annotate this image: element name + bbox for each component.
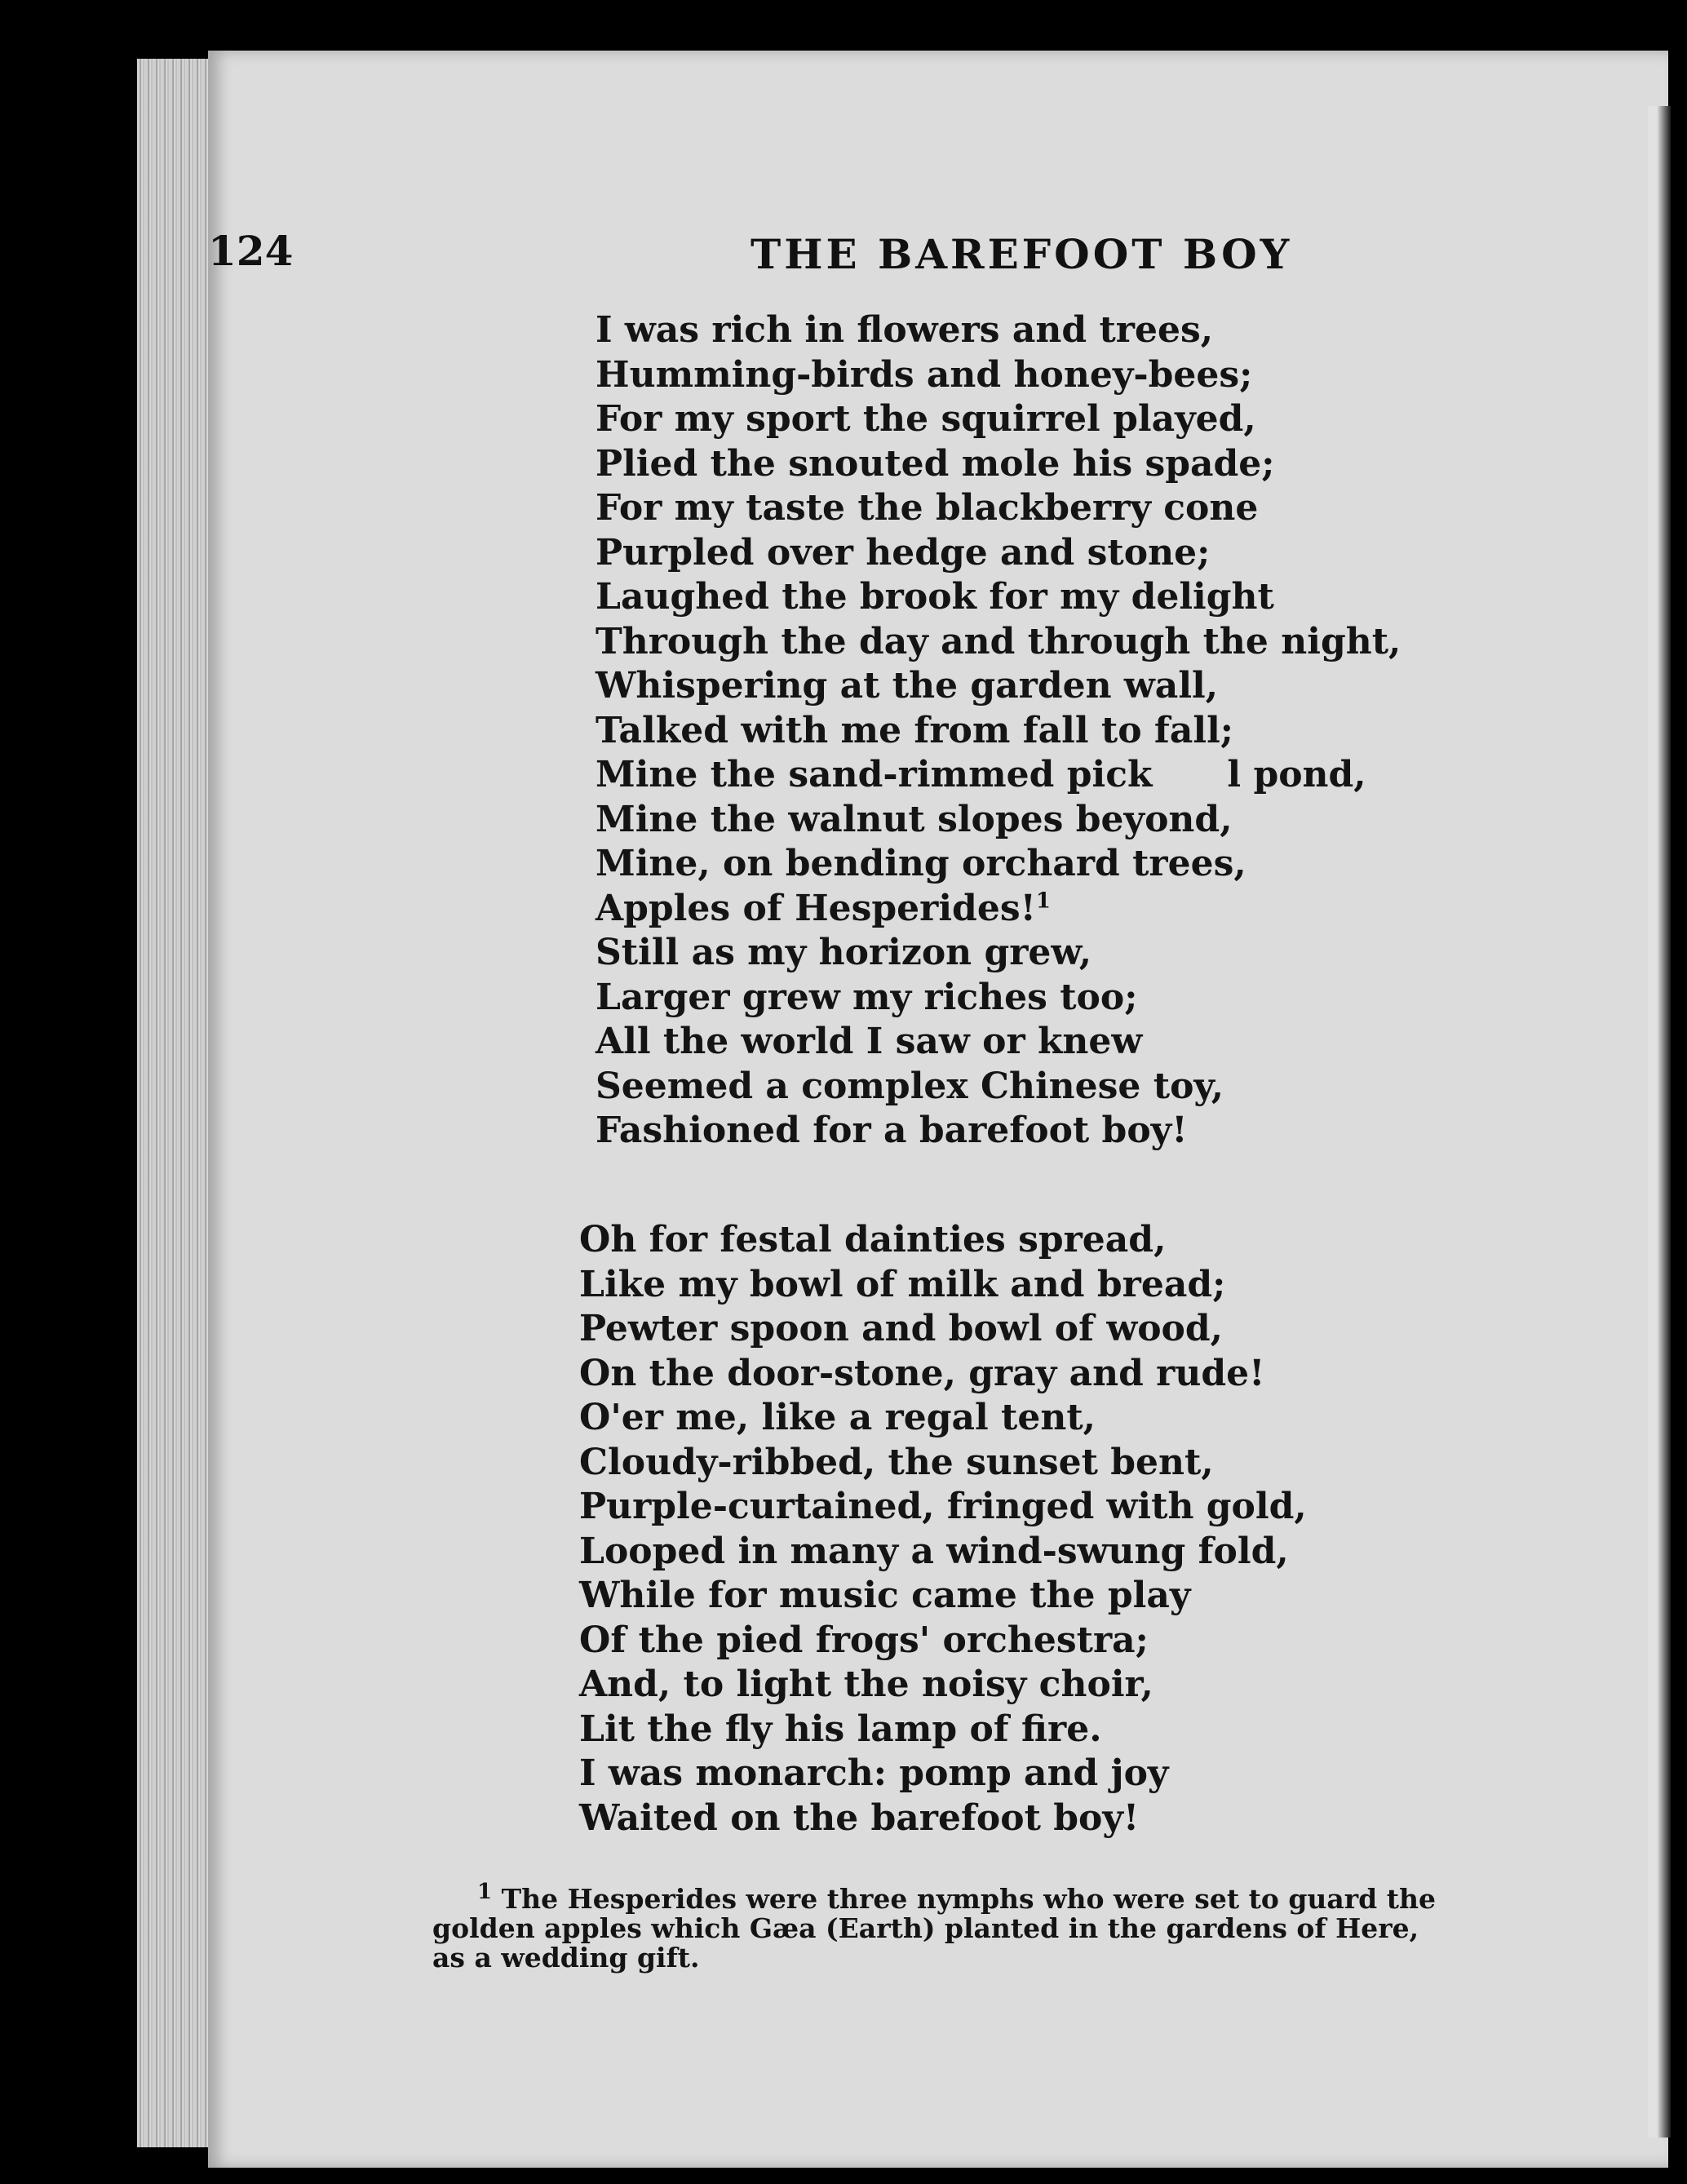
verse-line: Plied the snouted mole his spade; — [596, 442, 1275, 485]
verse-line: Lit the fly his lamp of fire. — [579, 1708, 1102, 1750]
verse-line: O'er me, like a regal tent, — [579, 1397, 1096, 1438]
verse-line: And, to light the noisy choir, — [579, 1663, 1153, 1705]
verse-line: For my taste the blackberry cone — [596, 487, 1259, 529]
verse-line: I was monarch: pomp and joy — [579, 1752, 1169, 1794]
verse-line: Talked with me from fall to fall; — [596, 709, 1234, 751]
verse-line: Cloudy-ribbed, the sunset bent, — [579, 1441, 1214, 1483]
footnote-line: golden apples which Gæa (Earth) planted in the gardens of Here, — [432, 1912, 1419, 1944]
stanza-1 — [596, 308, 1401, 1154]
verse-line: Purpled over hedge and stone; — [596, 531, 1211, 574]
footnote-line: as a wedding gift. — [432, 1942, 700, 1974]
verse-line: While for music came the play — [579, 1575, 1191, 1616]
verse-line: On the door-stone, gray and rude! — [579, 1352, 1265, 1394]
verse-line: All the world I saw or knew — [596, 1021, 1143, 1062]
verse-line: Mine the walnut slopes beyond, — [596, 798, 1233, 840]
running-title: THE BAREFOOT BOY — [751, 230, 1293, 278]
verse-line: Looped in many a wind-swung fold, — [579, 1530, 1289, 1572]
verse-line: Still as my horizon grew, — [596, 932, 1092, 973]
verse-text: Apples of Hesperides! — [596, 887, 1036, 929]
verse-line: Oh for festal dainties spread, — [579, 1219, 1167, 1260]
verse-line: Seemed a complex Chinese toy, — [596, 1065, 1224, 1107]
footnote-marker: 1 — [477, 1880, 493, 1904]
page-number: 124 — [208, 227, 294, 275]
verse-line: Waited on the barefoot boy! — [579, 1796, 1140, 1839]
page-right-edge — [1648, 106, 1671, 2137]
verse-line: Mine the sand-rimmed pick l pond, — [596, 754, 1366, 795]
verse-line: Whispering at the garden wall, — [596, 665, 1219, 707]
verse-line: Humming-birds and honey-bees; — [596, 353, 1253, 396]
footnote-line — [432, 1880, 1509, 1915]
verse-line: Larger grew my riches too; — [596, 976, 1138, 1018]
verse-line: Mine, on bending orchard trees, — [596, 843, 1246, 884]
verse-line: Pewter spoon and bowl of wood, — [579, 1308, 1223, 1349]
verse-line: Like my bowl of milk and bread; — [579, 1263, 1226, 1305]
footnote — [432, 1880, 1509, 1974]
verse-line: Through the day and through the night, — [596, 620, 1401, 662]
verse-line: Purple-curtained, fringed with gold, — [579, 1486, 1307, 1527]
verse-line: Laughed the brook for my delight — [596, 576, 1274, 618]
verse-line: Fashioned for a barefoot boy! — [596, 1110, 1188, 1151]
footnote-text: The Hesperides were three nymphs who were set to guard the — [501, 1883, 1436, 1915]
verse-line: Of the pied frogs' orchestra; — [579, 1619, 1149, 1661]
stanza-2 — [579, 1218, 1307, 1841]
verse-line-with-footnote — [596, 887, 1401, 932]
verse-line: For my sport the squirrel played, — [596, 398, 1256, 440]
verse-line: I was rich in flowers and trees, — [596, 309, 1214, 351]
footnote-reference: 1 — [1035, 888, 1051, 913]
